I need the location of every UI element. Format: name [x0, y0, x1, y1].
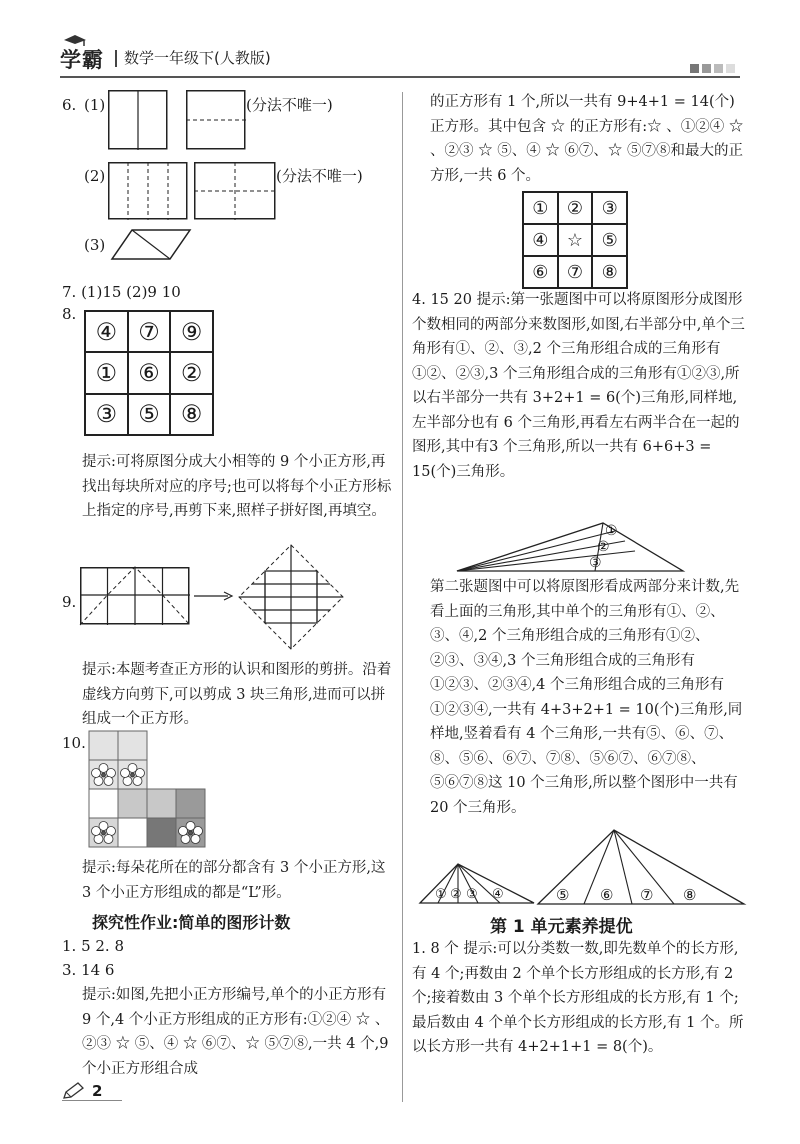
q8-hint: 提示:可将原图分成大小相等的 9 个小正方形,再找出每块所对应的序号;也可以将每个小正方形标上指定的序号,再剪下来,照样子拼好图,再填空。 — [82, 454, 392, 519]
triangle-figure-1 — [455, 515, 685, 573]
fig2-small-label-4: ④ — [492, 887, 504, 902]
fig1-label-2: ② — [597, 539, 610, 555]
q6-note-2: (分法不唯一) — [276, 167, 363, 185]
fig1-label-3: ③ — [589, 555, 602, 571]
fig2-small-label-1: ① — [435, 887, 447, 902]
q6-part1-label: (1) — [84, 96, 106, 114]
star-grid-cell: ⑤ — [592, 224, 627, 256]
q6-figure-1b — [186, 90, 246, 150]
star-grid-cell: ☆ — [558, 224, 593, 256]
fig2-big-label-5: ⑤ — [556, 886, 570, 904]
q6-figure-2a — [108, 162, 188, 220]
q8-grid — [84, 310, 214, 436]
q8-cell: ⑤ — [128, 394, 171, 435]
q8-cell: ⑦ — [128, 311, 171, 352]
q10-l-shape-figure — [89, 731, 207, 849]
star-grid-cell: ⑧ — [592, 256, 627, 288]
header-divider — [115, 50, 117, 67]
q8-number: 8. — [62, 305, 77, 323]
star-grid — [522, 191, 628, 289]
star-grid-cell: ① — [523, 192, 558, 224]
section-title: 探究性作业:简单的图形计数 — [92, 913, 291, 932]
page-number: 2 — [92, 1082, 103, 1100]
fig2-big-label-7: ⑦ — [640, 886, 654, 904]
header-square-3 — [714, 64, 723, 73]
right-continuation: 的正方形有 1 个,所以一共有 9+4+1 = 14(个)正方形。其中包含 ☆ 的正方形有:☆ 、①②④ ☆ 、②③ ☆ ⑤、④ ☆ ⑥⑦、☆ ⑤⑦⑧和最大的正方形,一共 6 个。 — [430, 94, 744, 184]
q9-number: 9. — [62, 593, 77, 611]
answer-4-part2: 第二张题图中可以将原图形看成两部分来计数,先看上面的三角形,其中单个的三角形有①、②、③、④,2 个三角形组合成的三角形有①②、②③、③④,3 个三角形组合成的三角形有①②③、②③④,4 个三角形组合成的三角形有①②③④,一共有 4+3+2+1 = 10(个)三角形,同样地,竖着看有 4 个三角形,一共有⑤、⑥、⑦、⑧、⑤⑥、⑥⑦、⑦⑧、⑤⑥⑦、⑥⑦⑧、⑤⑥⑦⑧这 10 个三角形,所以整个图形中一共有 20 个三角形。 — [430, 579, 743, 816]
q8-cell: ④ — [85, 311, 128, 352]
q10-hint: 提示:每朵花所在的部分都含有 3 个小正方形,这 3 个小正方形组成的都是“L”形。 — [82, 860, 386, 901]
q10-number: 10. — [62, 734, 86, 752]
q7-answer: 7. (1)15 (2)9 10 — [62, 283, 181, 301]
arrow-right-icon — [194, 590, 234, 602]
footer-rule — [62, 1100, 122, 1101]
column-divider — [402, 92, 403, 1102]
fig1-label-1: ① — [605, 523, 618, 539]
q6-part3-label: (3) — [84, 236, 106, 254]
star-grid-cell: ④ — [523, 224, 558, 256]
q8-cell: ⑨ — [170, 311, 213, 352]
q9-hint: 提示:本题考查正方形的认识和图形的剪拼。沿着虚线方向剪下,可以剪成 3 块三角形,进而可以拼组成一个正方形。 — [82, 662, 392, 727]
fig2-big-label-6: ⑥ — [600, 886, 614, 904]
q6-part2-label: (2) — [84, 167, 106, 185]
q8-cell: ③ — [85, 394, 128, 435]
q8-cell: ① — [85, 352, 128, 393]
q6-figure-3 — [110, 228, 192, 262]
q6-number: 6. — [62, 96, 77, 114]
unit-title: 第 1 单元素养提优 — [490, 917, 633, 937]
book-title: 数学一年级下(人教版) — [124, 49, 271, 67]
page-header — [0, 0, 800, 80]
star-grid-cell: ② — [558, 192, 593, 224]
header-square-2 — [702, 64, 711, 73]
star-grid-cell: ⑥ — [523, 256, 558, 288]
brand-logo: 学霸 — [60, 48, 104, 72]
star-grid-cell: ③ — [592, 192, 627, 224]
star-grid-cell: ⑦ — [558, 256, 593, 288]
q9-figure-rectangle — [80, 567, 190, 625]
header-square-1 — [690, 64, 699, 73]
q8-cell: ② — [170, 352, 213, 393]
q9-figure-square — [238, 544, 344, 650]
header-rule — [60, 76, 740, 78]
fig2-big-label-8: ⑧ — [683, 886, 697, 904]
fig2-small-label-2: ② — [450, 887, 462, 902]
q8-cell: ⑧ — [170, 394, 213, 435]
pencil-icon — [62, 1082, 86, 1100]
fig2-small-label-3: ③ — [466, 887, 478, 902]
q8-cell: ⑥ — [128, 352, 171, 393]
answer-4: 4. 15 20 提示:第一张题图中可以将原图形分成图形个数相同的两部分来数图形,如图,右半部分中,单个三角形有①、②、③,2 个三角形组合成的三角形有①②、②③,3 个三角形组合成的三角形有①②③,所以右半部分一共有 3+2+1 = 6(个)三角形,同样地,左半部分也有 6 个三角形,再看左右两半合在一起的图形,其中有3 个三角形,所以一共有 6+6+3 = 15(个)三角形。 — [412, 292, 745, 480]
q6-figure-2b — [194, 162, 276, 220]
header-square-4 — [726, 64, 735, 73]
unit-answer-1: 1. 8 个 提示:可以分类数一数,即先数单个的长方形,有 4 个;再数由 2 个单个长方形组成的长方形,有 2 个;接着数由 3 个单个长方形组成的长方形,有 1 个;最后数由 4 个单个长方形组成的长方形,有 1 个。所以长方形一共有 4+2+1+1 = 8(个)。 — [412, 941, 744, 1055]
answer-3-hint: 提示:如图,先把小正方形编号,单个的小正方形有 9 个,4 个小正方形组成的正方形有:①②④ ☆ 、②③ ☆ ⑤、④ ☆ ⑥⑦、☆ ⑤⑦⑧,一共 4 个,9 个小正方形组合成 — [82, 987, 390, 1077]
q6-figure-1a — [108, 90, 168, 150]
answer-3: 3. 14 6 — [62, 961, 115, 979]
q6-note-1: (分法不唯一) — [246, 96, 333, 114]
answer-1-2: 1. 5 2. 8 — [62, 937, 125, 955]
